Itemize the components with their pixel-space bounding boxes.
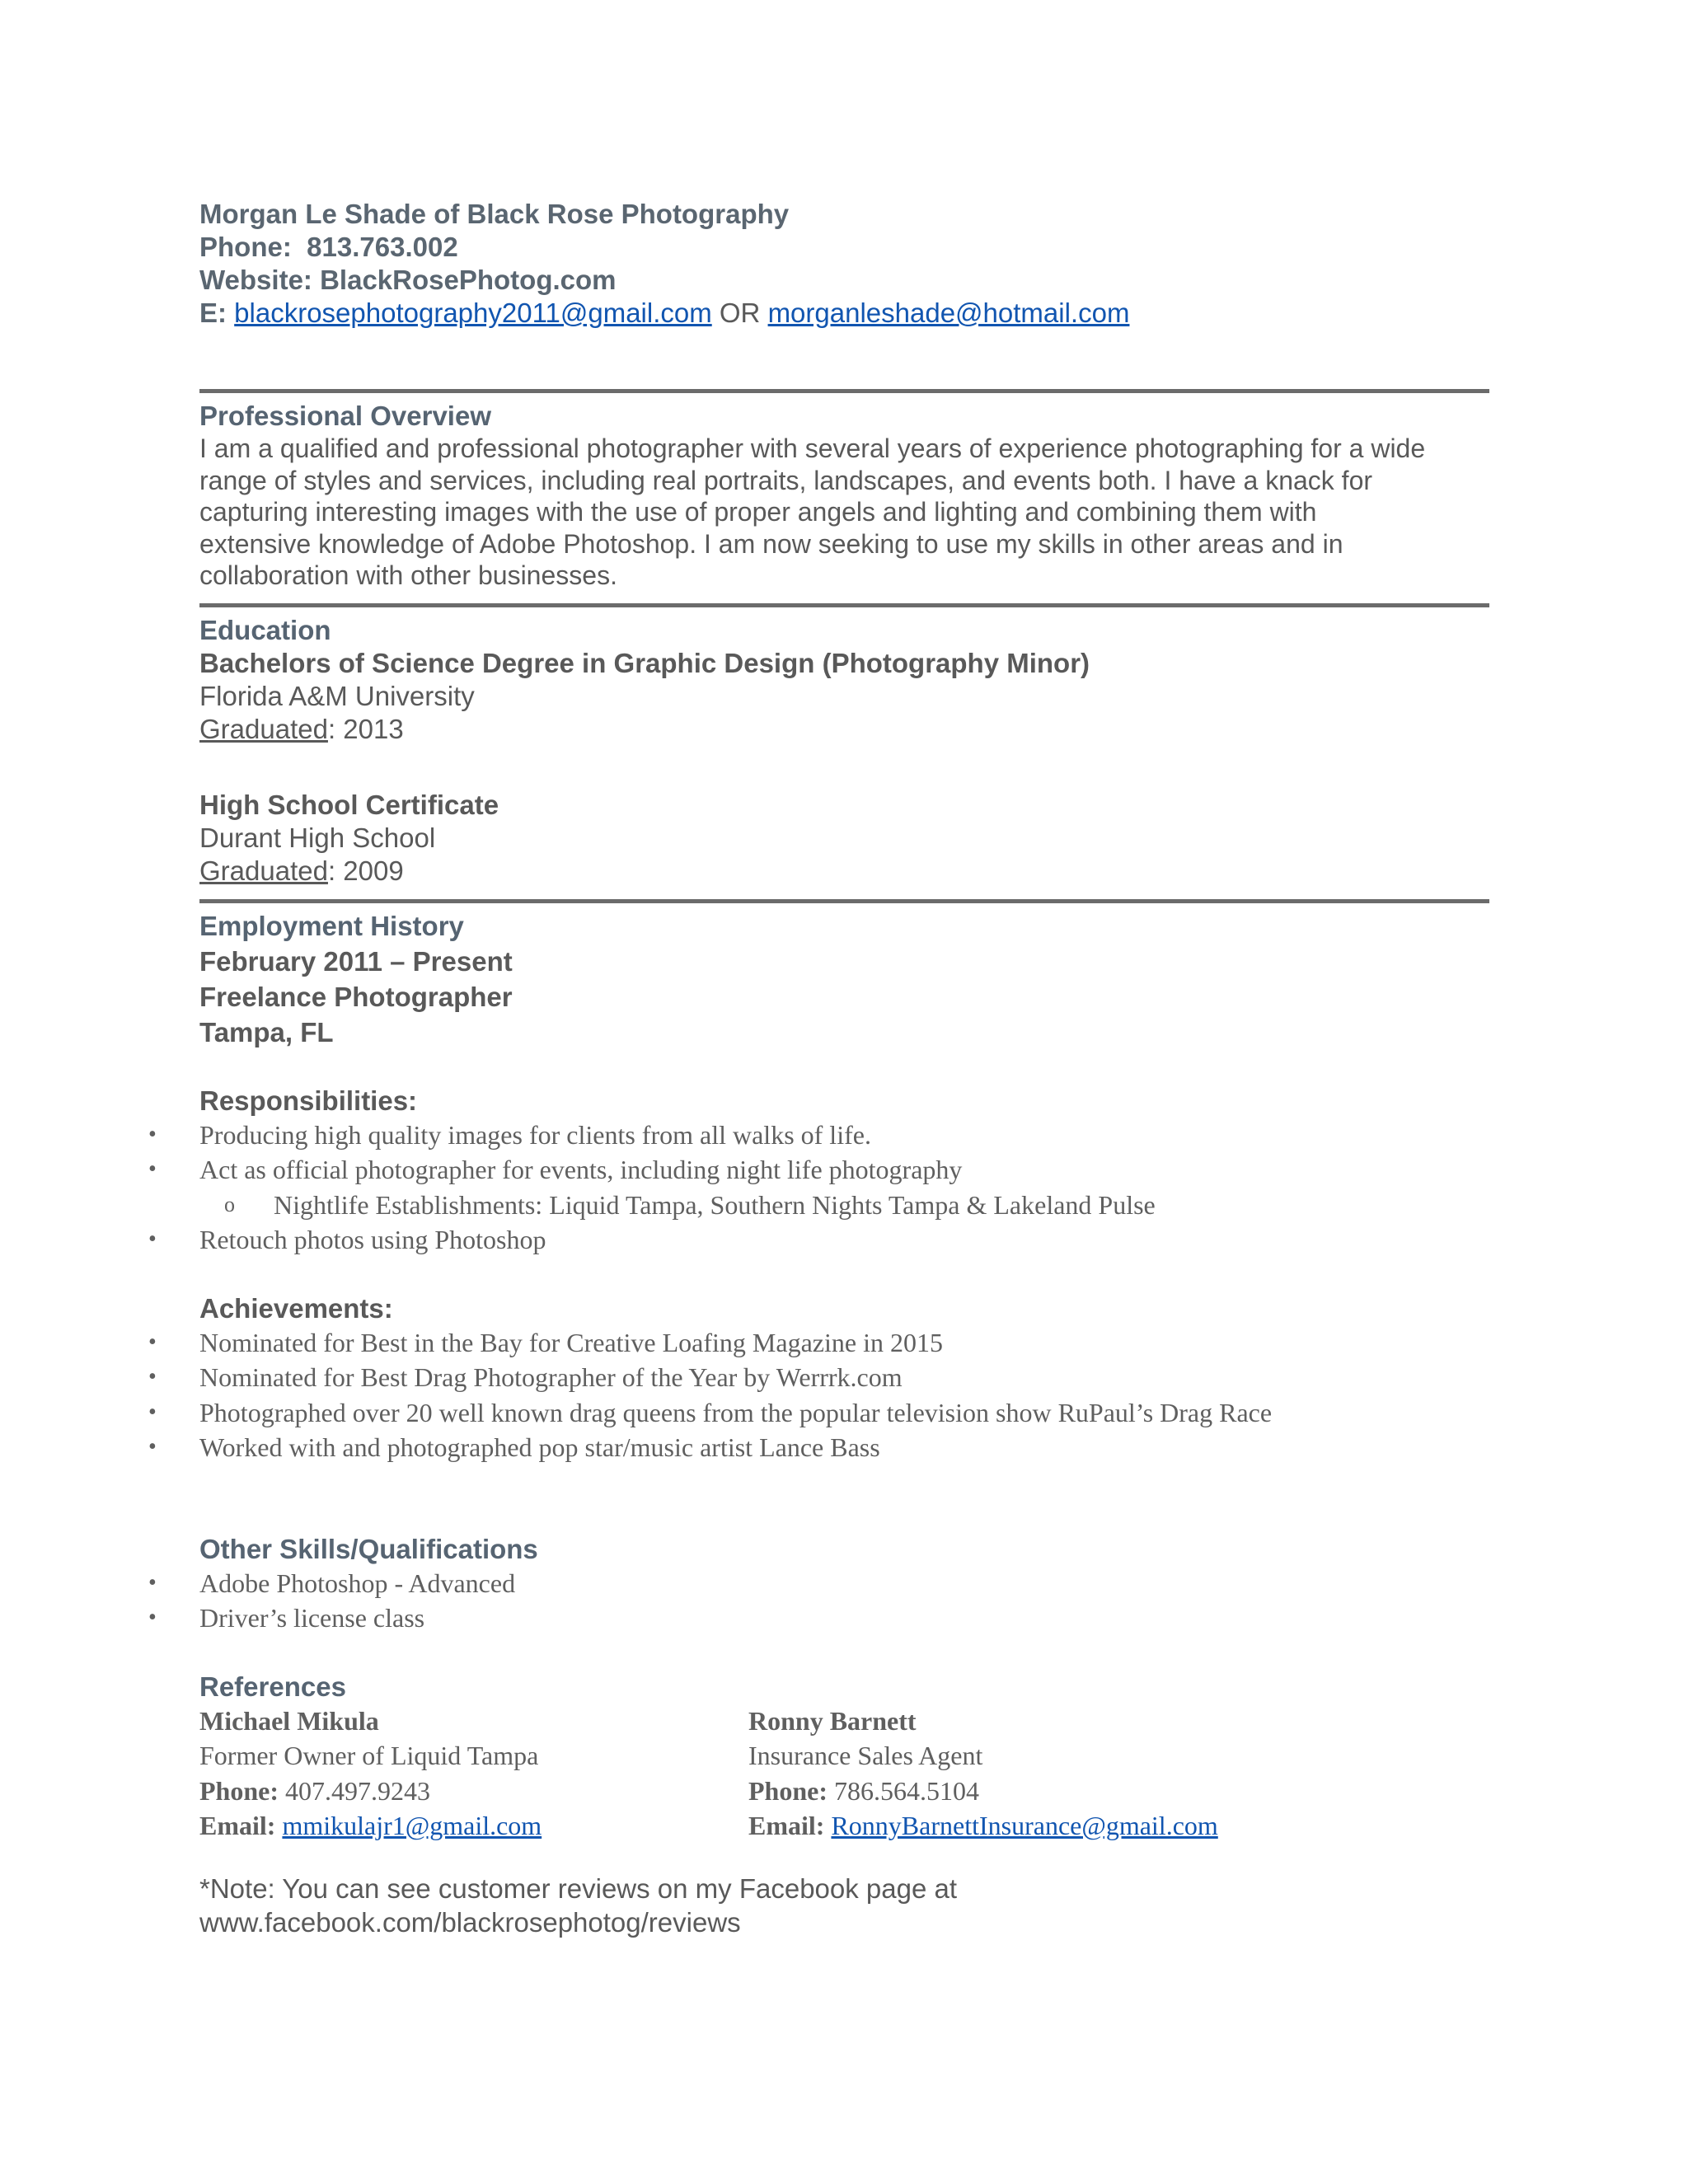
reference-email-link[interactable]: RonnyBarnettInsurance@gmail.com xyxy=(831,1811,1218,1840)
employment-location: Tampa, FL xyxy=(199,1016,334,1047)
list-item-text: Retouch photos using Photoshop xyxy=(199,1225,546,1254)
list-item xyxy=(148,1601,1489,1636)
bullet-glyph: • xyxy=(148,1399,157,1425)
reference-name: Michael Mikula xyxy=(199,1705,379,1736)
phone-label: Phone: xyxy=(199,232,292,262)
overview-line: extensive knowledge of Adobe Photoshop. I am now seeking to use my skills in other areas and in xyxy=(199,528,1343,559)
achievements-list xyxy=(148,1325,1489,1465)
website-line xyxy=(199,264,1489,297)
list-item-text: Photographed over 20 well known drag queens from the popular television show RuPaul’s Drag Race xyxy=(199,1397,1273,1427)
list-item-text: Nominated for Best in the Bay for Creative Loafing Magazine in 2015 xyxy=(199,1327,943,1357)
list-item-text: Worked with and photographed pop star/music artist Lance Bass xyxy=(199,1432,880,1462)
references-section xyxy=(199,1671,1489,1844)
reference-email-link[interactable]: mmikulajr1@gmail.com xyxy=(282,1811,542,1840)
education-title: Education xyxy=(199,614,331,645)
bullet-glyph: • xyxy=(148,1226,157,1252)
bullet-glyph: • xyxy=(148,1121,157,1147)
overview-line: range of styles and services, including real portraits, landscapes, and events both. I have a knack for xyxy=(199,465,1373,495)
reference-phone: 786.564.5104 xyxy=(834,1775,979,1806)
reference-card xyxy=(748,1704,1489,1844)
reference-email-line xyxy=(199,1808,748,1844)
skills-section xyxy=(148,1533,1489,1636)
references-grid xyxy=(199,1704,1489,1844)
overview-line: I am a qualified and professional photographer with several years of experience photographing for a wide xyxy=(199,434,1426,463)
employment-section xyxy=(148,908,1489,1465)
bullet-glyph: • xyxy=(148,1364,157,1390)
list-item xyxy=(148,1152,1489,1188)
sub-list-item xyxy=(199,1188,1489,1223)
phone-label: Phone: xyxy=(748,1775,828,1806)
website-value: BlackRosePhotog.com xyxy=(320,265,617,295)
graduation-line xyxy=(199,855,1489,888)
overview-title: Professional Overview xyxy=(199,401,491,431)
references-title: References xyxy=(199,1671,346,1702)
list-item xyxy=(148,1566,1489,1601)
reference-card xyxy=(199,1704,748,1844)
employment-title: Employment History xyxy=(199,910,464,941)
list-item-text: Nightlife Establishments: Liquid Tampa, Southern Nights Tampa & Lakeland Pulse xyxy=(274,1189,1156,1220)
bullet-glyph: • xyxy=(148,1156,157,1182)
reference-phone: 407.497.9243 xyxy=(285,1775,430,1806)
phone-label: Phone: xyxy=(199,1775,279,1806)
email-secondary-link[interactable]: morganleshade@hotmail.com xyxy=(767,298,1130,328)
resume-content xyxy=(148,198,1489,1939)
email-label: Email: xyxy=(199,1811,276,1840)
education-section xyxy=(199,614,1489,888)
email-label: Email: xyxy=(748,1811,825,1840)
bullet-glyph: • xyxy=(148,1569,157,1596)
list-item xyxy=(148,1222,1489,1258)
reference-phone-line xyxy=(199,1774,748,1809)
overview-line: capturing interesting images with the use of proper angels and lighting and combining them with xyxy=(199,497,1317,527)
degree-title: Bachelors of Science Degree in Graphic Design (Photography Minor) xyxy=(199,647,1090,678)
list-item xyxy=(148,1360,1489,1395)
phone-line xyxy=(199,231,1489,264)
achievements-title: Achievements: xyxy=(199,1292,393,1324)
graduated-year: : 2009 xyxy=(327,855,404,886)
graduation-line xyxy=(199,713,1489,746)
name-line: Morgan Le Shade of Black Rose Photography xyxy=(199,199,790,229)
reviews-note xyxy=(199,1872,1489,1939)
email-label: E: xyxy=(199,298,227,328)
reference-email-line xyxy=(748,1808,1489,1844)
list-item-text: Producing high quality images for clients from all walks of life. xyxy=(199,1119,871,1150)
email-or-text: OR xyxy=(719,298,761,328)
responsibilities-title: Responsibilities: xyxy=(199,1085,418,1116)
contact-header xyxy=(199,198,1489,330)
email-primary-link[interactable]: blackrosephotography2011@gmail.com xyxy=(234,298,712,328)
responsibilities-list xyxy=(148,1118,1489,1258)
skills-list xyxy=(148,1566,1489,1636)
employment-role: Freelance Photographer xyxy=(199,981,513,1012)
graduated-year: : 2013 xyxy=(327,713,404,744)
school-name: Florida A&M University xyxy=(199,680,475,711)
reference-role: Insurance Sales Agent xyxy=(748,1741,983,1770)
reference-role: Former Owner of Liquid Tampa xyxy=(199,1741,539,1770)
email-line xyxy=(199,297,1489,330)
overview-line: collaboration with other businesses. xyxy=(199,560,617,590)
sub-bullet-glyph: o xyxy=(224,1192,235,1216)
bullet-glyph: • xyxy=(148,1605,157,1630)
note-line: *Note: You can see customer reviews on my Facebook page at xyxy=(199,1872,958,1904)
list-item-text: Driver’s license class xyxy=(199,1603,425,1633)
school-name: Durant High School xyxy=(199,822,436,853)
employment-dates: February 2011 – Present xyxy=(199,945,513,977)
list-item xyxy=(148,1430,1489,1465)
reference-phone-line xyxy=(748,1774,1489,1809)
skills-title: Other Skills/Qualifications xyxy=(199,1533,538,1564)
note-url: www.facebook.com/blackrosephotog/reviews xyxy=(199,1906,741,1938)
list-item-text: Adobe Photoshop - Advanced xyxy=(199,1568,516,1598)
degree-title: High School Certificate xyxy=(199,789,499,820)
list-item xyxy=(148,1325,1489,1361)
reference-name: Ronny Barnett xyxy=(748,1705,917,1736)
list-item xyxy=(148,1395,1489,1431)
bullet-glyph: • xyxy=(148,1329,157,1355)
list-item-text: Act as official photographer for events, including night life photography xyxy=(199,1155,963,1184)
phone-value: 813.763.002 xyxy=(307,232,458,262)
bullet-glyph: • xyxy=(148,1434,157,1460)
list-item xyxy=(148,1118,1489,1153)
graduated-label: Graduated xyxy=(199,713,328,744)
website-label: Website: xyxy=(199,265,312,295)
list-item-text: Nominated for Best Drag Photographer of the Year by Werrrk.com xyxy=(199,1362,903,1392)
graduated-label: Graduated xyxy=(199,855,328,886)
overview-section xyxy=(199,400,1489,592)
